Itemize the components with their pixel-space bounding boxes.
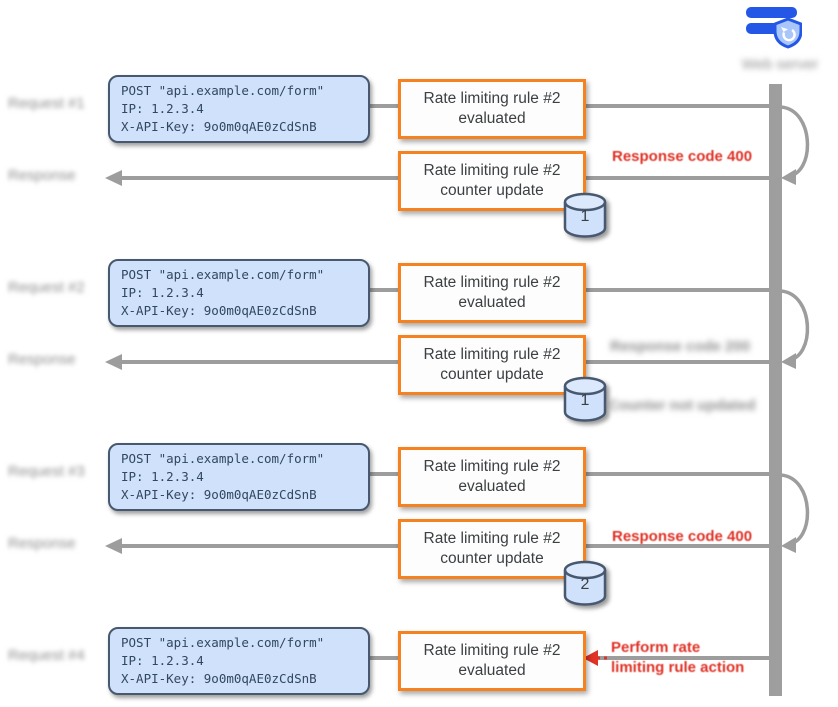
annotation-rule-action: [611, 638, 744, 678]
rule-evaluated-box-2: [398, 263, 586, 323]
lane-label-response-3: Response: [8, 535, 76, 552]
request-payload-card-3: [108, 443, 370, 511]
request-line-apikey: X-API-Key: 9o0m0qAE0zCdSnB: [121, 487, 317, 502]
lane-label-request-3: Request #3: [8, 463, 85, 480]
loop-arc-arrowheads: [781, 169, 796, 553]
rule-evaluated-box-4: [398, 631, 586, 691]
request-line-ip: IP: 1.2.3.4: [121, 653, 204, 668]
server-label: Web server: [741, 56, 819, 73]
counter-value: 2: [580, 576, 590, 593]
request-line-ip: IP: 1.2.3.4: [121, 285, 204, 300]
request-line-apikey: X-API-Key: 9o0m0qAE0zCdSnB: [121, 303, 317, 318]
annotation-counter-note-2: Counter not updated: [608, 397, 756, 414]
counter-update-box-1: [398, 151, 586, 211]
rule-evaluated-text: evaluated: [458, 662, 526, 679]
lane-label-request-2: Request #2: [8, 279, 85, 296]
annotation-rule-action-line2: limiting rule action: [611, 659, 745, 676]
annotation-response-code-3: Response code 400: [612, 528, 753, 545]
request-line-method: POST "api.example.com/form": [121, 451, 325, 466]
lane-label-request-4: Request #4: [8, 647, 85, 664]
lane-label-response-2: Response: [8, 351, 76, 368]
rule-evaluated-box-3: [398, 447, 586, 507]
counter-update-text: Rate limiting rule #2: [423, 530, 561, 547]
rule-evaluated-text: Rate limiting rule #2: [423, 274, 561, 291]
request-line-method: POST "api.example.com/form": [121, 635, 325, 650]
counter-value: 1: [580, 392, 590, 409]
request-payload-card-1: [108, 75, 370, 143]
request-payload-card-4: [108, 627, 370, 695]
request-line-ip: IP: 1.2.3.4: [121, 101, 204, 116]
rule-evaluated-text: Rate limiting rule #2: [423, 458, 561, 475]
request-line-apikey: X-API-Key: 9o0m0qAE0zCdSnB: [121, 671, 317, 686]
counter-database-icon: [562, 560, 608, 606]
counter-database-icon: [562, 192, 608, 238]
request-payload-card-2: [108, 259, 370, 327]
rule-evaluated-text: Rate limiting rule #2: [423, 90, 561, 107]
counter-update-text: counter update: [440, 366, 544, 383]
counter-update-box-3: [398, 519, 586, 579]
rule-evaluated-box-1: [398, 79, 586, 139]
annotation-response-code-1: Response code 400: [612, 148, 753, 165]
lane-label-request-1: Request #1: [8, 95, 85, 112]
annotation-rule-action-line1: Perform rate: [611, 639, 701, 656]
counter-value: 1: [580, 208, 590, 225]
rule-evaluated-text: evaluated: [458, 478, 526, 495]
request-line-method: POST "api.example.com/form": [121, 83, 325, 98]
counter-database-icon: [562, 376, 608, 422]
counter-update-text: counter update: [440, 182, 544, 199]
request-line-apikey: X-API-Key: 9o0m0qAE0zCdSnB: [121, 119, 317, 134]
lane-label-response-1: Response: [8, 167, 76, 184]
rule-evaluated-text: evaluated: [458, 294, 526, 311]
rule-evaluated-text: evaluated: [458, 110, 526, 127]
request-line-method: POST "api.example.com/form": [121, 267, 325, 282]
counter-update-text: Rate limiting rule #2: [423, 162, 561, 179]
counter-update-box-2: [398, 335, 586, 395]
rule-evaluated-text: Rate limiting rule #2: [423, 642, 561, 659]
counter-update-text: counter update: [440, 550, 544, 567]
mitigation-arrow: [583, 650, 610, 666]
server-shield-icon: [744, 4, 802, 57]
annotation-response-code-2: Response code 200: [610, 338, 751, 355]
counter-update-text: Rate limiting rule #2: [423, 346, 561, 363]
request-line-ip: IP: 1.2.3.4: [121, 469, 204, 484]
